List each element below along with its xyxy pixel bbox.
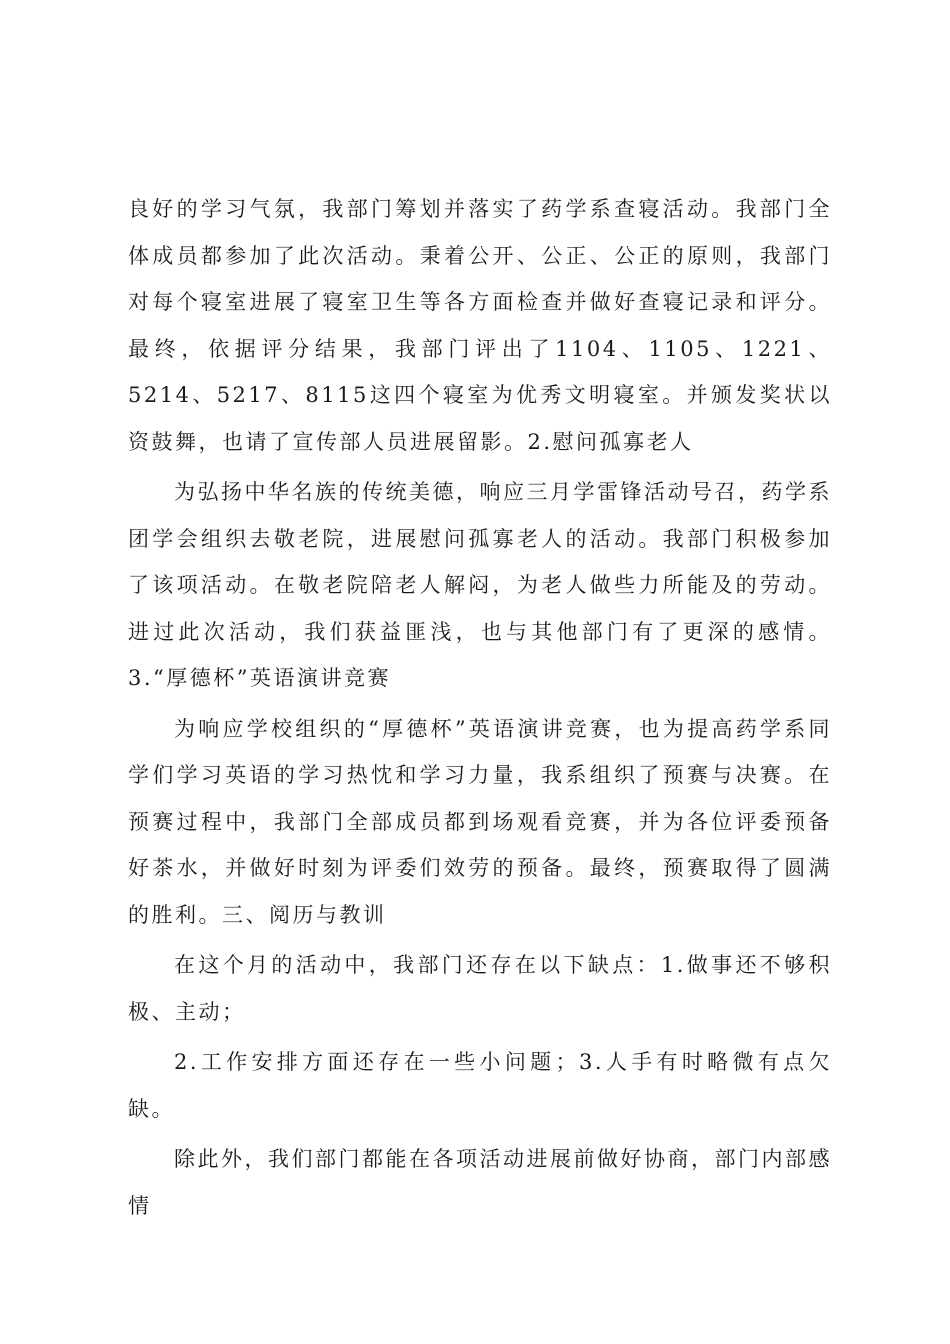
- paragraph-shortcomings: 在这个月的活动中，我部门还存在以下缺点：1.做事还不够积极、主动；: [128, 953, 832, 1024]
- paragraph-work-issues: 2.工作安排方面还存在一些小问题；3.人手有时略微有点欠缺。: [128, 1050, 832, 1121]
- paragraph-speech-contest: 为响应学校组织的“厚德杯”英语演讲竞赛，也为提高药学系同学们学习英语的学习热忱和学习力量，我系组织了预赛与决赛。在预赛过程中，我部门全部成员都到场观看竞赛，并为各位评委预备好茶水，并做好时刻为评委们效劳的预备。最终，预赛取得了圆满的胜利。三、阅历与教训: [128, 716, 832, 927]
- paragraph-dorm-inspection: 良好的学习气氛，我部门筹划并落实了药学系查寝活动。我部门全体成员都参加了此次活动。秉着公开、公正、公正的原则，我部门对每个寝室进展了寝室卫生等各方面检查并做好查寝记录和评分。最终，依据评分结果，我部门评出了1104、1105、1221、5214、5217、8115这四个寝室为优秀文明寝室。并颁发奖状以资鼓舞，也请了宣传部人员进展留影。2.慰问孤寡老人: [128, 197, 832, 454]
- document-body: [128, 186, 832, 1229]
- paragraph-elderly-visit: 为弘扬中华名族的传统美德，响应三月学雷锋活动号召，药学系团学会组织去敬老院，进展慰问孤寡老人的活动。我部门积极参加了该项活动。在敬老院陪老人解闷，为老人做些力所能及的劳动。进过此次活动，我们获益匪浅，也与其他部门有了更深的感情。3.“厚德杯”英语演讲竞赛: [128, 480, 832, 690]
- paragraph-conclusion: 除此外，我们部门都能在各项活动进展前做好协商，部门内部感情: [128, 1147, 832, 1218]
